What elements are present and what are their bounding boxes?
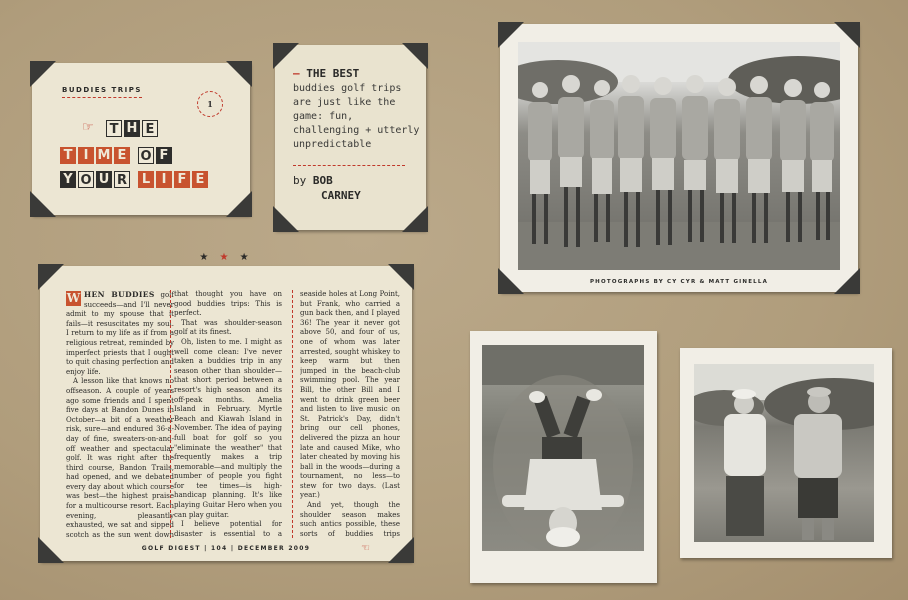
article-paragraph: A lesson like that knows no offseason. A couple of years ago some friends and I spent five days at Bandon Dunes in October—a bit of a weather risk, sure—and endured 36-a-day of fine, sweaters-on-and-off weather and spectacular golf. It was right after the third course, Bandon Trails, had opened, and we debated every day about which course was best—the highest praise for a multicourse resort. Each evening, pleasantly exhausted, we sat and sipped scotch as the sun went down: [66, 377, 174, 538]
article-paragraph: HEN BUDDIES golf succeeds—and I'll never admit to my spouse that it fails—it resuscitates my soul. I return to my life as if from a religious retreat, reminded by imperfect priests that I ought to quit chasing perfection and enjoy life.: [66, 290, 174, 376]
photo-corner: [273, 43, 299, 69]
title-letter: T: [60, 147, 76, 164]
title-letter: E: [114, 147, 130, 164]
article-paragraph: I believe potential for disaster is essential to a: [174, 520, 282, 538]
article-paragraph: And yet, though the shoulder season makes such antics possible, these sorts of buddies trips: [300, 501, 400, 538]
article-paragraph: Oh, listen to me. I might as well come clean: I've never taken a buddies trip in any season other than shoulder—that short period between a resort's high season and its off-peak months. Amelia Island in February. Myrtle Beach and Kiawah Island in November. The idea of paying full boat for golf so you "eliminate the weather" that frequently makes a trip memorable—and multiply the number of people you fight for tee times—is high-handicap planning. It's like playing Guitar Hero when you can play guitar.: [174, 337, 282, 519]
photo-corner: [402, 43, 428, 69]
kicker-rule: [62, 97, 142, 98]
title-letter: M: [97, 148, 111, 163]
title-letter: H: [124, 120, 140, 137]
photo-corner: [226, 191, 252, 217]
title-letter: F: [156, 147, 172, 164]
article-card: [40, 252, 412, 561]
title-line-1: [106, 120, 158, 137]
group-photo-frame: [500, 24, 858, 292]
article-column-3: [300, 290, 400, 538]
column-divider: [292, 290, 293, 538]
section-kicker: BUDDIES TRIPS: [62, 86, 142, 94]
photo-corner: [30, 61, 56, 87]
title-letter: O: [78, 171, 94, 188]
title-letter: L: [138, 171, 154, 188]
byline-rule: [293, 165, 405, 166]
title-letter: U: [96, 171, 112, 188]
page-number-circle: 1: [197, 91, 223, 117]
two-golfers-image: [694, 364, 874, 542]
title-letter: R: [114, 171, 130, 188]
deck-text: buddies golf trips are just like the game: fun, challenging + utterly unpredictable: [293, 83, 420, 150]
title-letter: F: [174, 171, 190, 188]
pointing-hand-icon: ☞: [82, 120, 94, 135]
title-letter: Y: [60, 171, 76, 188]
photo-corner: [388, 264, 414, 290]
title-letter: E: [142, 120, 158, 137]
lying-golfer-image: [482, 345, 644, 551]
headline: – THE BEST: [293, 67, 360, 80]
two-golfers-photo: [694, 364, 874, 542]
lying-golfer-photo-frame: [470, 331, 657, 583]
title-letter: E: [192, 171, 208, 188]
lying-golfer-photo: [482, 345, 644, 551]
photo-corner: [30, 191, 56, 217]
photo-corner: [38, 264, 64, 290]
article-column-2: [174, 290, 282, 538]
title-line-2: [60, 147, 172, 164]
page-footer: GOLF DIGEST | 104 | DECEMBER 2009: [141, 545, 311, 552]
title-letter: I: [78, 147, 94, 164]
article-paragraph: that thought you have on good buddies trips: This is perfect.: [174, 290, 282, 318]
photo-credit: PHOTOGRAPHS BY CY CYR & MATT GINELLA: [589, 279, 769, 285]
title-card: [32, 63, 250, 215]
byline-card: [275, 45, 426, 230]
article-column-1: [66, 290, 174, 538]
golfers-group-image: [518, 42, 840, 270]
star-ornament: ★ ★ ★: [199, 252, 253, 263]
title-letter: O: [138, 147, 154, 164]
photo-corner: [226, 61, 252, 87]
column-divider: [170, 290, 171, 538]
article-paragraph: seaside holes at Long Point, but Frank, who carried a gun back then, and I played 36! The year it never got above 50, and four of us, one of whom was later arrested, sought whiskey to keep warm but then jumped in the beach-club swimming pool. The year Bill, the other Bill and I went to drink green beer and listen to live music on St. Patrick's Day, didn't bring our cell phones, delivered the pizza an hour late and caused Mike, who later cheated by moving his ball in the woods—during a tournament, no less—to stew for two days. (Last year.): [300, 290, 400, 500]
pointing-hand-icon: ☜: [361, 543, 370, 554]
title-letter: I: [156, 171, 172, 188]
drop-cap: W: [66, 291, 81, 305]
group-photo: [518, 42, 840, 270]
photo-corner: [273, 206, 299, 232]
title-letter: T: [106, 120, 122, 137]
byline: by BOB CARNEY: [293, 174, 361, 202]
title-line-3: [60, 171, 208, 188]
two-golfers-photo-frame: [680, 348, 892, 558]
article-paragraph: That was shoulder-season golf at its finest.: [174, 318, 282, 337]
photo-corner: [402, 206, 428, 232]
